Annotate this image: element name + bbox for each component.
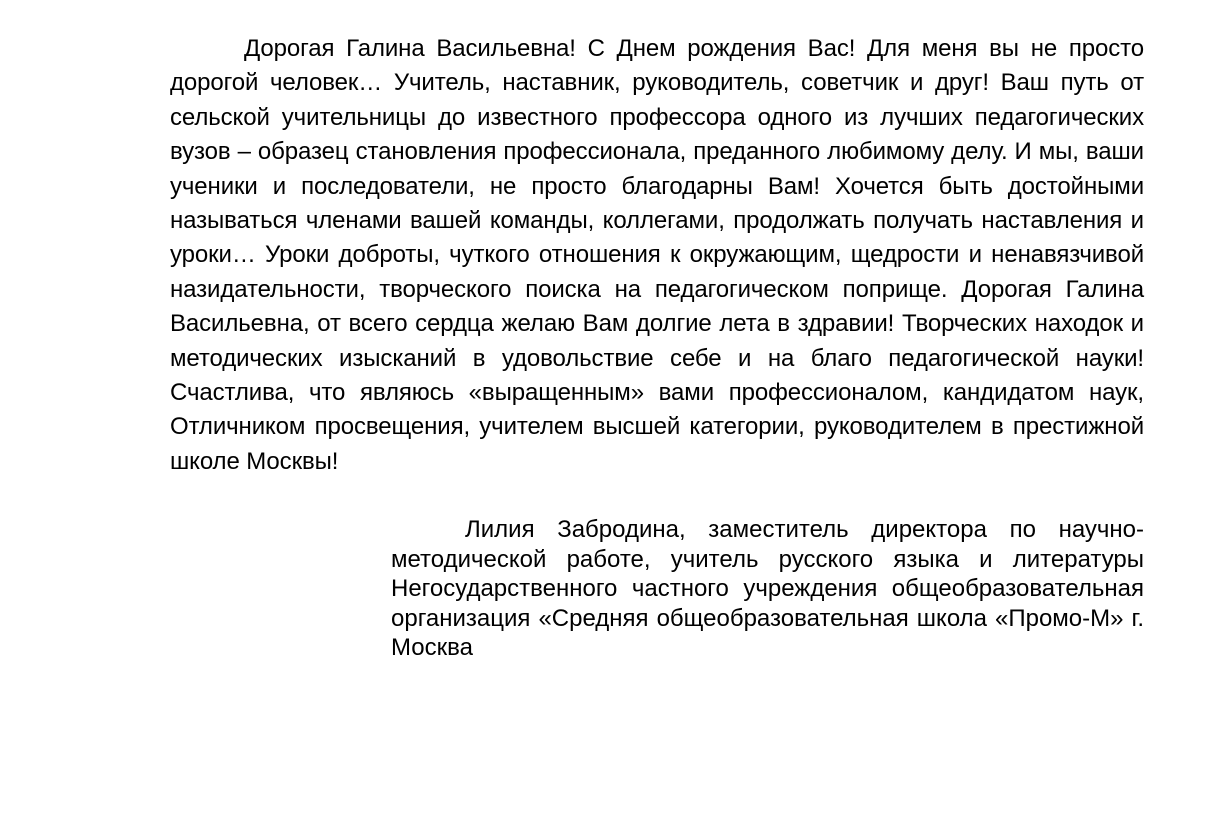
signature-block: Лилия Забродина, заместитель директора по научно-методической работе, учитель русского языка и литературы Негосударственного частного учреждения общеобразовательная организация «Средняя общеобразовательная школа «Промо-М» г. Москва bbox=[391, 516, 1144, 662]
greeting-paragraph: Дорогая Галина Васильевна! С Днем рождения Вас! Для меня вы не просто дорогой человек… Учитель, наставник, руководитель, советчик и друг! Ваш путь от сельской учительницы до известного профессора одного из лучших педагогических вузов – образец становления профессионала, преданного любимому делу. И мы, ваши ученики и последователи, не просто благодарны Вам! Хочется быть достойными называться членами вашей команды, коллегами, продолжать получать наставления и уроки… Уроки доброты, чуткого отношения к окружающим, щедрости и ненавязчивой назидательности, творческого поиска на педагогическом поприще. Дорогая Галина Васильевна, от всего сердца желаю Вам долгие лета в здравии! Творческих находок и методических изысканий в удовольствие себе и на благо педагогической науки! Счастлива, что являюсь «выращенным» вами профессионалом, кандидатом наук, Отличником просвещения, учителем высшей категории, руководителем в престижной школе Москвы! bbox=[170, 35, 1144, 475]
